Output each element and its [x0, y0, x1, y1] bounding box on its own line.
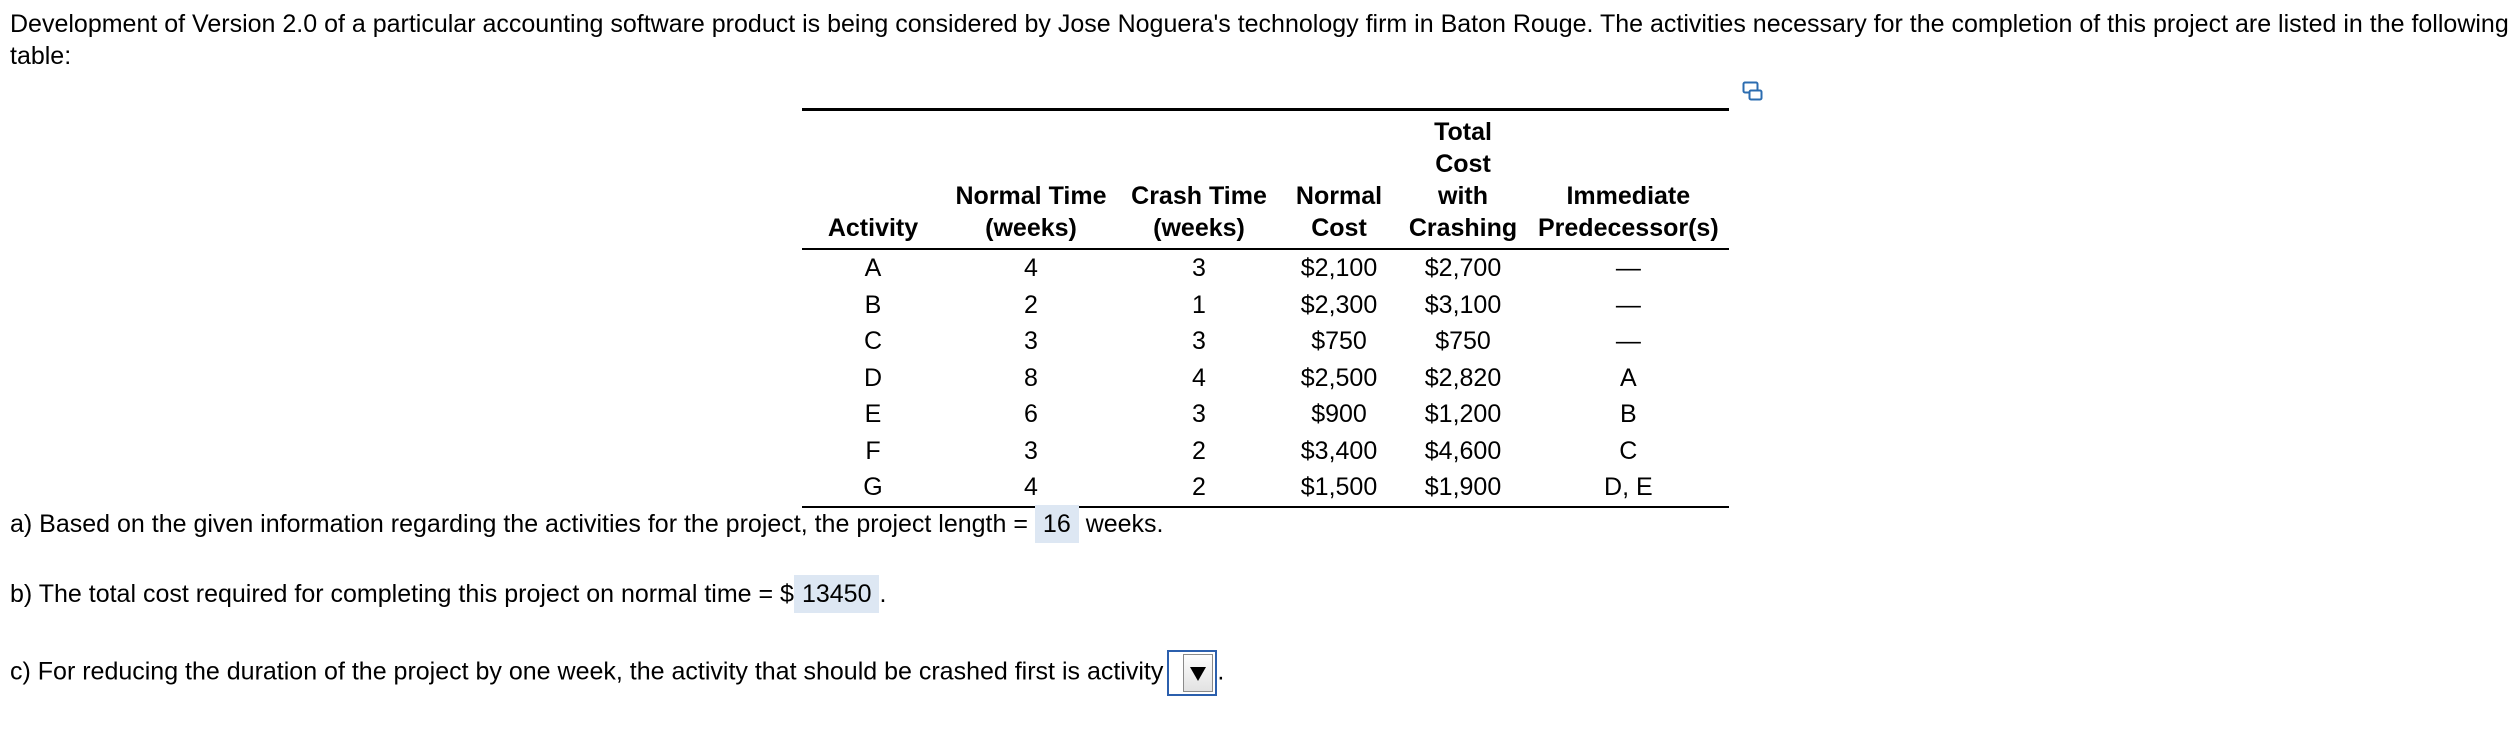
header-line: Crash Time — [1131, 182, 1267, 210]
cell-normal-time: 8 — [1024, 363, 1038, 392]
cell-total-cost: $2,700 — [1424, 254, 1502, 283]
header-line: Crashing — [1408, 214, 1518, 242]
cell-normal-time: 4 — [1024, 254, 1038, 283]
cell-crash-time: 3 — [1192, 400, 1206, 429]
cell-total-cost: $3,100 — [1424, 290, 1502, 319]
cell-normal-cost: $3,400 — [1300, 436, 1378, 465]
activity-table — [802, 108, 1729, 508]
header-activity — [802, 110, 944, 250]
header-predecessors — [1528, 110, 1729, 250]
table-header-row — [802, 110, 1729, 250]
cell-crash-time: 3 — [1192, 254, 1206, 283]
cell-total-cost: $750 — [1435, 327, 1491, 356]
cell-predecessors: B — [1619, 400, 1637, 429]
table-row — [802, 396, 1729, 433]
question-c — [10, 650, 1224, 696]
table-row — [802, 249, 1729, 287]
header-line: Predecessor(s) — [1538, 214, 1719, 242]
question-c-suffix: . — [1217, 657, 1225, 686]
header-line: Normal Time — [955, 182, 1107, 210]
header-line: Immediate — [1566, 182, 1691, 210]
header-line: Activity — [827, 214, 919, 242]
cell-activity: B — [864, 290, 882, 319]
cell-normal-time: 3 — [1024, 436, 1038, 465]
question-a-suffix: weeks. — [1085, 510, 1164, 538]
header-crash-time — [1118, 110, 1280, 250]
activity-dropdown[interactable] — [1167, 650, 1217, 696]
cell-predecessors: A — [1619, 363, 1637, 392]
cell-total-cost: $1,200 — [1424, 400, 1502, 429]
table-row — [802, 287, 1729, 324]
copy-table-icon[interactable] — [1742, 80, 1764, 102]
header-line: (weeks) — [1153, 214, 1245, 242]
cell-activity: C — [863, 327, 883, 356]
cell-activity: F — [865, 436, 881, 465]
table-row — [802, 323, 1729, 360]
cell-normal-cost: $2,300 — [1300, 290, 1378, 319]
dropdown-arrow-icon[interactable] — [1183, 654, 1213, 692]
total-cost-answer[interactable]: 13450 — [794, 575, 880, 613]
cell-activity: D — [863, 363, 883, 392]
header-total-cost — [1398, 110, 1528, 250]
cell-activity: G — [863, 473, 883, 502]
cell-predecessors: — — [1615, 290, 1641, 319]
table-row — [802, 360, 1729, 397]
header-line: with — [1438, 182, 1488, 210]
cell-normal-time: 4 — [1024, 473, 1038, 502]
header-line: Cost — [1311, 214, 1367, 242]
cell-normal-cost: $750 — [1311, 327, 1367, 356]
cell-crash-time: 2 — [1192, 436, 1206, 465]
question-b-text: b) The total cost required for completing this project on normal time = $ — [10, 580, 794, 608]
cell-predecessors: C — [1619, 436, 1638, 465]
question-b-suffix: . — [879, 580, 887, 608]
question-c-text: c) For reducing the duration of the project by one week, the activity that should be crashed first is activity — [10, 657, 1164, 686]
table-row — [802, 469, 1729, 507]
header-normal-time — [944, 110, 1118, 250]
cell-normal-time: 6 — [1024, 400, 1038, 429]
project-length-answer[interactable]: 16 — [1035, 505, 1079, 543]
cell-total-cost: $1,900 — [1424, 473, 1502, 502]
cell-crash-time: 2 — [1192, 473, 1206, 502]
cell-activity: A — [864, 254, 882, 283]
cell-normal-cost: $2,100 — [1300, 254, 1378, 283]
cell-normal-time: 3 — [1024, 327, 1038, 356]
header-normal-cost — [1280, 110, 1398, 250]
cell-normal-cost: $1,500 — [1300, 473, 1378, 502]
cell-total-cost: $2,820 — [1424, 363, 1502, 392]
header-line: Total Cost — [1434, 118, 1492, 178]
question-a — [10, 505, 1164, 543]
header-line: Normal — [1295, 182, 1383, 210]
cell-total-cost: $4,600 — [1424, 436, 1502, 465]
cell-normal-time: 2 — [1024, 290, 1038, 319]
cell-activity: E — [864, 400, 882, 429]
cell-predecessors: — — [1615, 327, 1641, 356]
table-row — [802, 433, 1729, 470]
header-line: (weeks) — [985, 214, 1077, 242]
cell-predecessors: D, E — [1604, 473, 1653, 502]
question-b — [10, 575, 886, 613]
cell-normal-cost: $2,500 — [1300, 363, 1378, 392]
cell-normal-cost: $900 — [1311, 400, 1367, 429]
cell-crash-time: 3 — [1192, 327, 1206, 356]
question-a-text: a) Based on the given information regarding the activities for the project, the project length = — [10, 510, 1028, 538]
cell-crash-time: 4 — [1192, 363, 1206, 392]
cell-predecessors: — — [1615, 254, 1641, 283]
activity-table-container — [802, 108, 1729, 508]
intro-text: Development of Version 2.0 of a particular accounting software product is being considered by Jose Noguera's technology firm in Baton Rouge. The activities necessary for the completion of this project are listed in the following table: — [10, 10, 2509, 70]
cell-crash-time: 1 — [1192, 290, 1206, 319]
